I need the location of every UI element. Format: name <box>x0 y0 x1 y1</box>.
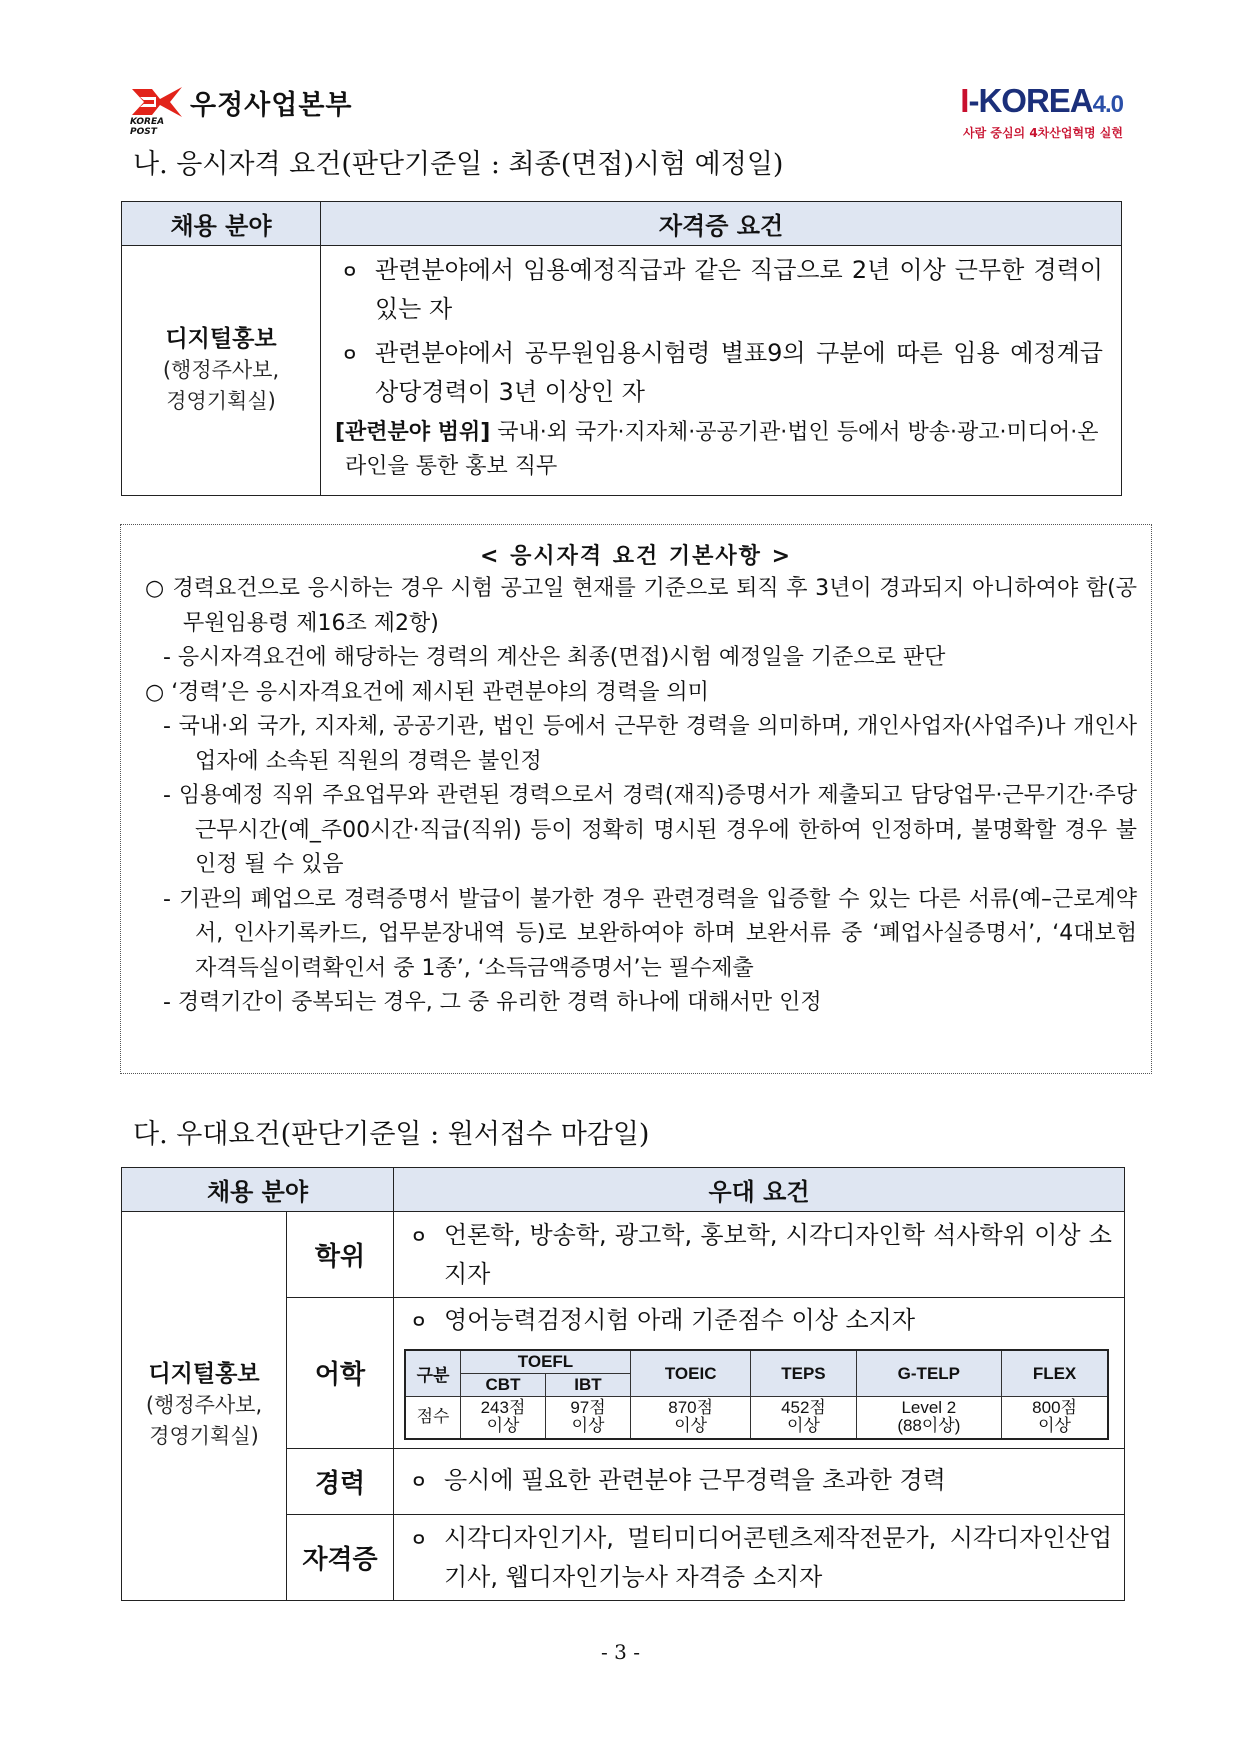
org-name: 우정사업본부 <box>190 89 353 121</box>
lang-h-toeic: TOEIC <box>631 1350 751 1397</box>
section-na-heading: 나. 응시자격 요건(판단기준일 : 최종(면접)시험 예정일) <box>133 149 784 180</box>
lang-h-toefl: TOEFL <box>461 1350 631 1374</box>
field-name: 디지털홍보 <box>165 326 277 352</box>
lang-cbt: 243점 이상 <box>461 1397 546 1439</box>
req-cell <box>321 246 1122 496</box>
language-score-table <box>404 1349 1109 1440</box>
field-name: 디지털홍보 <box>148 1361 260 1388</box>
box-line: - 응시자격요건에 해당하는 경력의 계산은 최종(면접)시험 예정일을 기준으로 판단 <box>163 645 946 670</box>
korea-post-logo <box>130 82 353 137</box>
preference-table <box>121 1167 1125 1601</box>
lang-gtelp: Level 2 (88이상) <box>856 1397 1002 1439</box>
cat-career: 경력 <box>287 1448 394 1514</box>
scope-text: 국내·외 국가·지자체·공공기관·법인 등에서 방송·광고·미디어·온라인을 통한 홍보 직무 <box>345 420 1099 479</box>
field-sub1: (행정주사보, <box>162 358 280 382</box>
field-sub2: 경영기획실) <box>166 389 276 413</box>
box-line: ○ 경력요건으로 응시하는 경우 시험 공고일 현재를 기준으로 퇴직 후 3년이 경과되지 아니하여야 함(공무원임용령 제16조 제2항) <box>145 576 1137 636</box>
lang-toeic: 870점 이상 <box>631 1397 751 1439</box>
qualification-table <box>121 201 1122 496</box>
lang-h-gubun: 구분 <box>405 1350 461 1397</box>
brand-tagline: 사람 중심의 4차산업혁명 실현 <box>963 126 1123 140</box>
field-cell <box>122 1212 287 1601</box>
box-title: < 응시자격 요건 기본사항 > <box>479 544 793 569</box>
basic-requirements-box <box>120 524 1152 1074</box>
field-sub2: 경영기획실) <box>149 1424 259 1449</box>
req-item: ㅇ 관련분야에서 공무원임용시험령 별표9의 구분에 따른 임용 예정계급 상당경력이 3년 이상인 자 <box>341 339 1103 406</box>
col-req-header: 자격증 요건 <box>321 202 1122 246</box>
box-line: ○ ‘경력’은 응시자격요건에 제시된 관련분야의 경력을 의미 <box>145 679 709 705</box>
lang-h-teps: TEPS <box>751 1350 856 1397</box>
lang-h-flex: FLEX <box>1002 1350 1108 1397</box>
lang-h-ibt: IBT <box>546 1374 631 1397</box>
box-line: - 임용예정 직위 주요업무와 관련된 경력으로서 경력(재직)증명서가 제출되고 담당업무·근무기간·주당 근무시간(예_주00시간·직급(직위) 등이 정확히 명시된 경우에 한하여 인정하며, 불명확할 경우 불인정 될 수 있음 <box>163 783 1137 877</box>
org-sub: KOREA POST <box>130 117 165 137</box>
col-field-header: 채용 분야 <box>122 1168 394 1212</box>
box-line: - 경력기간이 중복되는 경우, 그 중 유리한 경력 하나에 대해서만 인정 <box>163 990 822 1015</box>
page-number: - 3 - <box>601 1640 640 1664</box>
pref-item: ㅇ 응시에 필요한 관련분야 근무경력을 초과한 경력 <box>410 1465 946 1494</box>
brand-version: 4.0 <box>1092 91 1123 118</box>
korea-post-emblem-icon <box>130 85 184 137</box>
col-field-header: 채용 분야 <box>122 202 321 246</box>
lang-r-label: 점수 <box>405 1397 461 1439</box>
lang-h-cbt: CBT <box>461 1374 546 1397</box>
field-cell <box>122 246 321 496</box>
brand-mark: I-KOREA4.0 <box>960 82 1123 119</box>
pref-item: ㅇ 언론학, 방송학, 광고학, 홍보학, 시각디자인학 석사학위 이상 소지자 <box>410 1221 1112 1288</box>
lang-flex: 800점 이상 <box>1002 1397 1108 1439</box>
section-da-heading: 다. 우대요건(판단기준일 : 원서접수 마감일) <box>133 1119 650 1150</box>
box-lines <box>121 572 1151 1021</box>
cat-degree: 학위 <box>287 1212 394 1298</box>
col-pref-header: 우대 요건 <box>394 1168 1125 1212</box>
scope-note <box>335 416 1103 484</box>
scope-label: [관련분야 범위] <box>335 420 491 445</box>
box-line: - 국내·외 국가, 지자체, 공공기관, 법인 등에서 근무한 경력을 의미하며, 개인사업자(사업주)나 개인사업자에 소속된 직원의 경력은 불인정 <box>163 714 1137 774</box>
pref-cell <box>394 1448 1125 1514</box>
cat-language: 어학 <box>287 1298 394 1449</box>
pref-item: ㅇ 영어능력검정시험 아래 기준점수 이상 소지자 <box>410 1306 916 1334</box>
cat-certificate: 자격증 <box>287 1514 394 1600</box>
pref-item: ㅇ 시각디자인기사, 멀티미디어콘텐츠제작전문가, 시각디자인산업기사, 웹디자인기능사 자격증 소지자 <box>410 1523 1112 1591</box>
req-item: ㅇ 관련분야에서 임용예정직급과 같은 직급으로 2년 이상 근무한 경력이 있는 자 <box>341 256 1103 323</box>
lang-teps: 452점 이상 <box>751 1397 856 1439</box>
pref-cell <box>394 1514 1125 1600</box>
box-line: - 기관의 폐업으로 경력증명서 발급이 불가한 경우 관련경력을 입증할 수 있는 다른 서류(예–근로계약서, 인사기록카드, 업무분장내역 등)로 보완하여야 하며 보완서류 중 ‘폐업사실증명서’, ‘4대보험 자격득실이력확인서 중 1종’, ‘소득금액증명서’는 필수제출 <box>163 886 1137 981</box>
pref-cell <box>394 1212 1125 1298</box>
i-korea-logo <box>960 84 1123 141</box>
lang-ibt: 97점 이상 <box>546 1397 631 1439</box>
lang-h-gtelp: G-TELP <box>856 1350 1002 1397</box>
field-sub1: (행정주사보, <box>145 1393 263 1418</box>
pref-cell <box>394 1298 1125 1449</box>
